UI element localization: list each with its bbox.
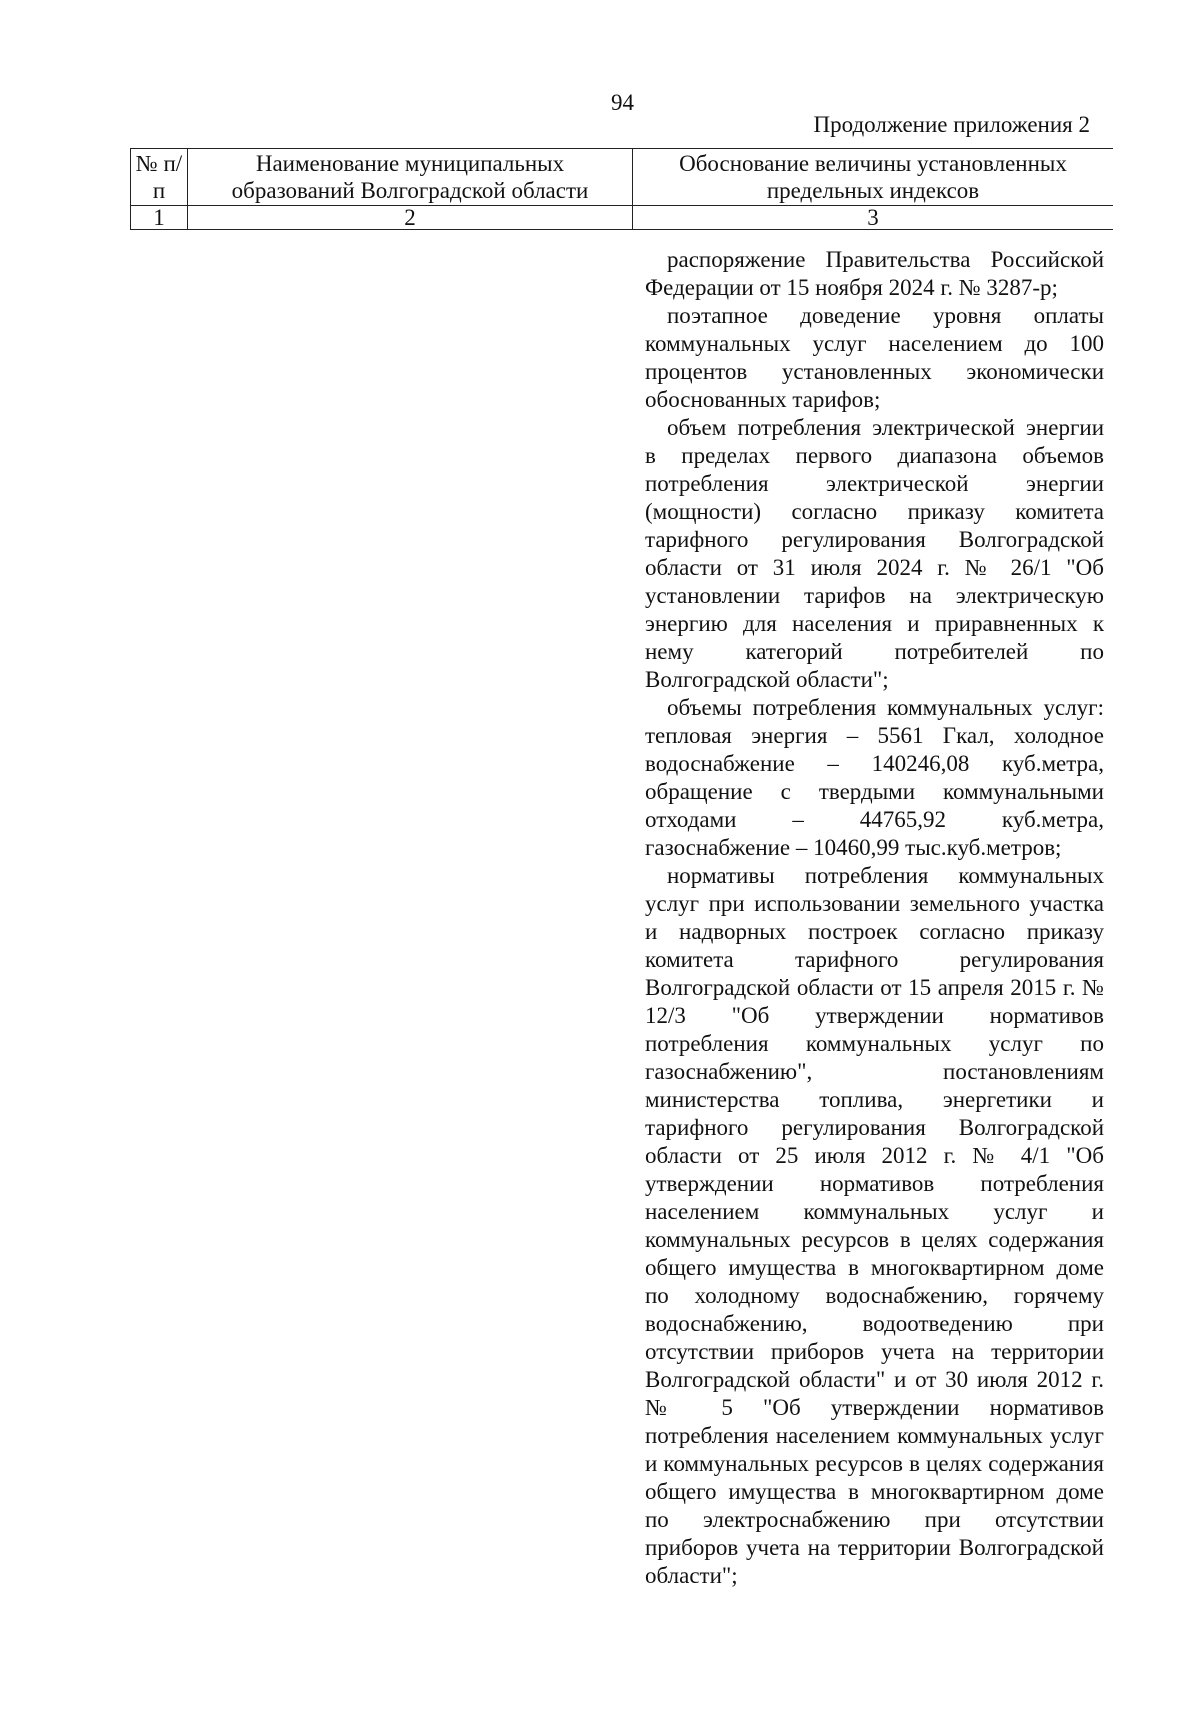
column-number-1: 1 [131, 206, 188, 230]
paragraph: распоряжение Правительства Российской Федерации от 15 ноября 2024 г. № 3287-р; [645, 247, 1104, 300]
header-cell-municipality: Наименование муниципальных образований Волгоградской области [188, 149, 633, 206]
justification-text [645, 246, 1104, 1590]
paragraph: нормативы потребления коммунальных услуг при использовании земельного участка и надворных построек согласно приказу комитета тарифного регулирования Волгоградской области от 15 апреля 2015 г. № 12/3 "Об утверждении нормативов потребления коммунальных услуг по газоснабжению", постановлениям министерства топлива, энергетики и тарифного регулирования Волгоградской области от 25 июля 2012 г. № 4/1 "Об утверждении нормативов потребления населением коммунальных услуг и коммунальных ресурсов в целях содержания общего имущества в многоквартирном доме по холодному водоснабжению, горячему водоснабжению, водоотведению при отсутствии приборов учета на территории Волгоградской области" и от 30 июля 2012 г. № 5 "Об утверждении нормативов потребления населением коммунальных услуг и коммунальных ресурсов в целях содержания общего имущества в многоквартирном доме по электроснабжению при отсутствии приборов учета на территории Волгоградской области"; [645, 863, 1104, 1588]
header-table [130, 148, 1113, 230]
continuation-label: Продолжение приложения 2 [813, 112, 1090, 137]
column-number-3: 3 [633, 206, 1114, 230]
header-cell-number: № п/п [131, 149, 188, 206]
header-cell-justification: Обоснование величины установленных предельных индексов [633, 149, 1114, 206]
table-column-numbers-row [131, 206, 1114, 230]
paragraph: объемы потребления коммунальных услуг: тепловая энергия – 5561 Гкал, холодное водоснабжение – 140246,08 куб.метра, обращение с твердыми коммунальными отходами – 44765,92 куб.метра, газоснабжение – 10460,99 тыс.куб.метров; [645, 695, 1104, 860]
paragraph: объем потребления электрической энергии в пределах первого диапазона объемов потребления электрической энергии (мощности) согласно приказу комитета тарифного регулирования Волгоградской области от 31 июля 2024 г. № 26/1 "Об установлении тарифов на электрическую энергию для населения и приравненных к нему категорий потребителей по Волгоградской области"; [645, 415, 1104, 692]
page-number: 94 [611, 90, 634, 115]
table-header-row [131, 149, 1114, 206]
paragraph: поэтапное доведение уровня оплаты коммунальных услуг населением до 100 процентов установленных экономически обоснованных тарифов; [645, 303, 1104, 412]
column-number-2: 2 [188, 206, 633, 230]
